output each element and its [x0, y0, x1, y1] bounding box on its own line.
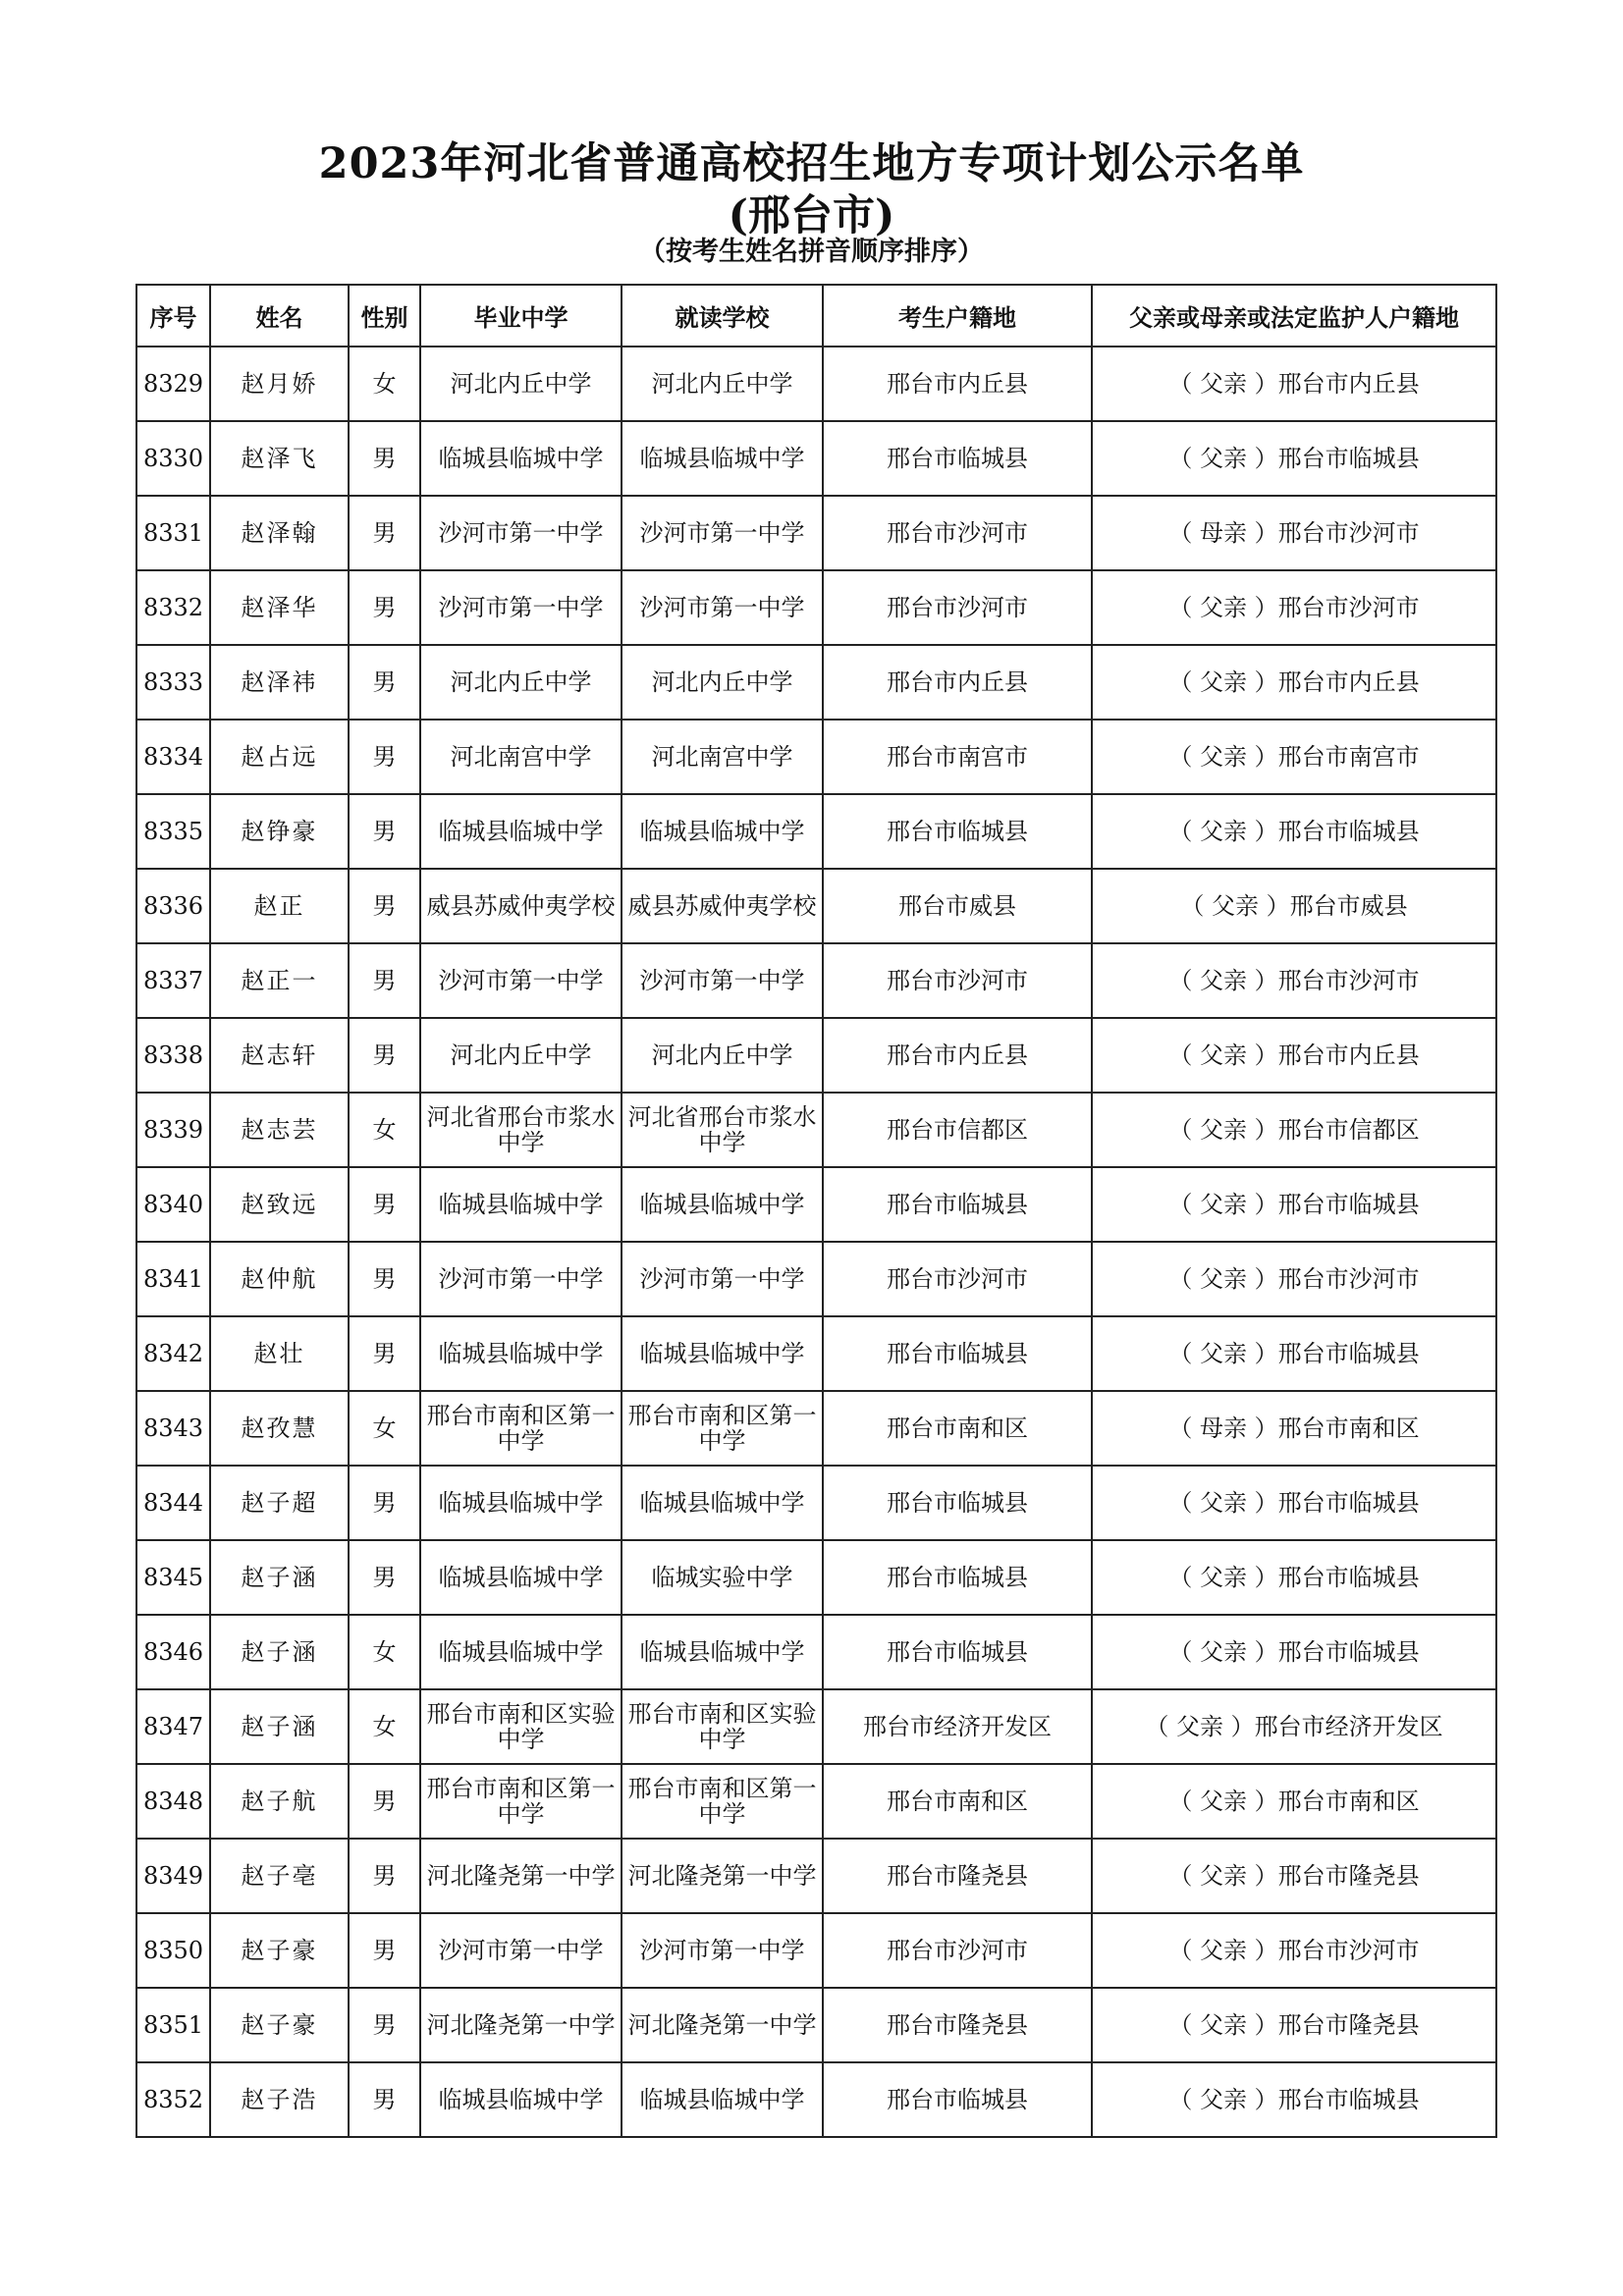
cell-gender: 男	[349, 1316, 420, 1391]
cell-gender: 男	[349, 2062, 420, 2137]
sort-note: （按考生姓名拼音顺序排序）	[639, 237, 984, 267]
cell-student-hukou: 邢台市临城县	[823, 1466, 1092, 1540]
table-row	[136, 1093, 1496, 1167]
cell-graduated-school: 沙河市第一中学	[420, 1913, 622, 1988]
cell-gender: 男	[349, 1540, 420, 1615]
cell-guardian-hukou: （ 父亲 ）邢台市临城县	[1092, 1316, 1496, 1391]
cell-seq: 8333	[136, 645, 210, 720]
table-row	[136, 869, 1496, 943]
header-graduated-school: 毕业中学	[420, 285, 622, 347]
cell-guardian-hukou: （ 父亲 ）邢台市临城县	[1092, 421, 1496, 496]
cell-student-hukou: 邢台市临城县	[823, 794, 1092, 869]
cell-student-hukou: 邢台市南和区	[823, 1764, 1092, 1839]
cell-student-hukou: 邢台市内丘县	[823, 1018, 1092, 1093]
cell-name: 赵壮	[210, 1316, 349, 1391]
cell-current-school: 河北隆尧第一中学	[622, 1839, 823, 1913]
cell-current-school: 沙河市第一中学	[622, 570, 823, 645]
cell-name: 赵铮豪	[210, 794, 349, 869]
cell-current-school: 临城县临城中学	[622, 794, 823, 869]
cell-graduated-school: 河北省邢台市浆水中学	[420, 1093, 622, 1167]
cell-name: 赵子航	[210, 1764, 349, 1839]
cell-student-hukou: 邢台市信都区	[823, 1093, 1092, 1167]
cell-student-hukou: 邢台市临城县	[823, 1167, 1092, 1242]
cell-gender: 男	[349, 1167, 420, 1242]
table-row	[136, 421, 1496, 496]
header-student-hukou: 考生户籍地	[823, 285, 1092, 347]
table-row	[136, 1839, 1496, 1913]
cell-guardian-hukou: （ 父亲 ）邢台市沙河市	[1092, 1913, 1496, 1988]
cell-gender: 男	[349, 1242, 420, 1316]
cell-gender: 男	[349, 720, 420, 794]
cell-name: 赵正一	[210, 943, 349, 1018]
cell-name: 赵子豪	[210, 1913, 349, 1988]
cell-graduated-school: 沙河市第一中学	[420, 496, 622, 570]
cell-seq: 8352	[136, 2062, 210, 2137]
cell-guardian-hukou: （ 父亲 ）邢台市隆尧县	[1092, 1988, 1496, 2062]
cell-seq: 8332	[136, 570, 210, 645]
cell-seq: 8343	[136, 1391, 210, 1466]
cell-seq: 8342	[136, 1316, 210, 1391]
cell-name: 赵孜慧	[210, 1391, 349, 1466]
cell-graduated-school: 邢台市南和区第一中学	[420, 1391, 622, 1466]
cell-guardian-hukou: （ 父亲 ）邢台市隆尧县	[1092, 1839, 1496, 1913]
cell-graduated-school: 临城县临城中学	[420, 1540, 622, 1615]
cell-student-hukou: 邢台市沙河市	[823, 496, 1092, 570]
cell-guardian-hukou: （ 母亲 ）邢台市沙河市	[1092, 496, 1496, 570]
table-row	[136, 1391, 1496, 1466]
cell-guardian-hukou: （ 父亲 ）邢台市内丘县	[1092, 1018, 1496, 1093]
header-name: 姓名	[210, 285, 349, 347]
cell-guardian-hukou: （ 父亲 ）邢台市内丘县	[1092, 645, 1496, 720]
table-row	[136, 943, 1496, 1018]
cell-graduated-school: 河北内丘中学	[420, 347, 622, 421]
cell-gender: 男	[349, 570, 420, 645]
cell-current-school: 临城县临城中学	[622, 1167, 823, 1242]
cell-name: 赵子浩	[210, 2062, 349, 2137]
cell-student-hukou: 邢台市临城县	[823, 1615, 1092, 1689]
cell-seq: 8337	[136, 943, 210, 1018]
cell-graduated-school: 临城县临城中学	[420, 1316, 622, 1391]
cell-gender: 男	[349, 1466, 420, 1540]
cell-seq: 8345	[136, 1540, 210, 1615]
page-title: 2023年河北省普通高校招生地方专项计划公示名单	[318, 139, 1305, 188]
cell-current-school: 沙河市第一中学	[622, 943, 823, 1018]
cell-current-school: 河北隆尧第一中学	[622, 1988, 823, 2062]
table-row	[136, 1689, 1496, 1764]
cell-graduated-school: 沙河市第一中学	[420, 1242, 622, 1316]
cell-graduated-school: 邢台市南和区第一中学	[420, 1764, 622, 1839]
cell-guardian-hukou: （ 父亲 ）邢台市信都区	[1092, 1093, 1496, 1167]
cell-name: 赵子涵	[210, 1689, 349, 1764]
cell-graduated-school: 河北内丘中学	[420, 1018, 622, 1093]
table-row	[136, 496, 1496, 570]
cell-name: 赵泽华	[210, 570, 349, 645]
table-row	[136, 1316, 1496, 1391]
cell-seq: 8349	[136, 1839, 210, 1913]
cell-gender: 男	[349, 496, 420, 570]
cell-guardian-hukou: （ 父亲 ）邢台市沙河市	[1092, 1242, 1496, 1316]
header-gender: 性别	[349, 285, 420, 347]
table-row	[136, 1988, 1496, 2062]
cell-current-school: 临城县临城中学	[622, 2062, 823, 2137]
cell-guardian-hukou: （ 父亲 ）邢台市内丘县	[1092, 347, 1496, 421]
cell-guardian-hukou: （ 母亲 ）邢台市南和区	[1092, 1391, 1496, 1466]
cell-name: 赵子亳	[210, 1839, 349, 1913]
cell-current-school: 临城实验中学	[622, 1540, 823, 1615]
cell-gender: 男	[349, 1018, 420, 1093]
cell-graduated-school: 邢台市南和区实验中学	[420, 1689, 622, 1764]
table-row	[136, 347, 1496, 421]
cell-student-hukou: 邢台市沙河市	[823, 1242, 1092, 1316]
cell-seq: 8344	[136, 1466, 210, 1540]
cell-student-hukou: 邢台市沙河市	[823, 570, 1092, 645]
cell-seq: 8338	[136, 1018, 210, 1093]
cell-seq: 8347	[136, 1689, 210, 1764]
cell-name: 赵子超	[210, 1466, 349, 1540]
admission-list-table	[135, 284, 1497, 2138]
cell-gender: 男	[349, 1988, 420, 2062]
cell-current-school: 临城县临城中学	[622, 1316, 823, 1391]
cell-seq: 8330	[136, 421, 210, 496]
cell-gender: 男	[349, 1764, 420, 1839]
cell-current-school: 沙河市第一中学	[622, 1242, 823, 1316]
cell-gender: 男	[349, 943, 420, 1018]
cell-graduated-school: 临城县临城中学	[420, 1466, 622, 1540]
cell-seq: 8340	[136, 1167, 210, 1242]
cell-gender: 女	[349, 347, 420, 421]
table-row	[136, 720, 1496, 794]
cell-guardian-hukou: （ 父亲 ）邢台市南宫市	[1092, 720, 1496, 794]
cell-current-school: 河北南宫中学	[622, 720, 823, 794]
table-row	[136, 1764, 1496, 1839]
cell-student-hukou: 邢台市威县	[823, 869, 1092, 943]
cell-student-hukou: 邢台市临城县	[823, 1316, 1092, 1391]
page-subtitle-city: (邢台市)	[728, 191, 895, 240]
cell-graduated-school: 临城县临城中学	[420, 421, 622, 496]
cell-name: 赵泽飞	[210, 421, 349, 496]
cell-student-hukou: 邢台市南宫市	[823, 720, 1092, 794]
cell-seq: 8336	[136, 869, 210, 943]
cell-seq: 8350	[136, 1913, 210, 1988]
cell-name: 赵占远	[210, 720, 349, 794]
cell-graduated-school: 河北隆尧第一中学	[420, 1839, 622, 1913]
cell-guardian-hukou: （ 父亲 ）邢台市沙河市	[1092, 943, 1496, 1018]
cell-student-hukou: 邢台市临城县	[823, 421, 1092, 496]
cell-guardian-hukou: （ 父亲 ）邢台市临城县	[1092, 794, 1496, 869]
cell-gender: 男	[349, 645, 420, 720]
header-seq: 序号	[136, 285, 210, 347]
table-row	[136, 2062, 1496, 2137]
cell-name: 赵泽祎	[210, 645, 349, 720]
cell-student-hukou: 邢台市临城县	[823, 1540, 1092, 1615]
cell-seq: 8335	[136, 794, 210, 869]
cell-guardian-hukou: （ 父亲 ）邢台市南和区	[1092, 1764, 1496, 1839]
table-row	[136, 794, 1496, 869]
cell-student-hukou: 邢台市内丘县	[823, 347, 1092, 421]
table-row	[136, 1466, 1496, 1540]
cell-gender: 女	[349, 1093, 420, 1167]
cell-student-hukou: 邢台市隆尧县	[823, 1988, 1092, 2062]
table-header-row	[136, 285, 1496, 347]
cell-current-school: 河北内丘中学	[622, 645, 823, 720]
cell-name: 赵子涵	[210, 1615, 349, 1689]
cell-student-hukou: 邢台市隆尧县	[823, 1839, 1092, 1913]
cell-gender: 男	[349, 794, 420, 869]
cell-seq: 8334	[136, 720, 210, 794]
table-row	[136, 1242, 1496, 1316]
table-row	[136, 1913, 1496, 1988]
cell-name: 赵正	[210, 869, 349, 943]
cell-seq: 8346	[136, 1615, 210, 1689]
cell-student-hukou: 邢台市经济开发区	[823, 1689, 1092, 1764]
cell-name: 赵泽翰	[210, 496, 349, 570]
cell-gender: 女	[349, 1615, 420, 1689]
cell-guardian-hukou: （ 父亲 ）邢台市临城县	[1092, 1466, 1496, 1540]
cell-name: 赵子涵	[210, 1540, 349, 1615]
cell-student-hukou: 邢台市沙河市	[823, 1913, 1092, 1988]
cell-guardian-hukou: （ 父亲 ）邢台市临城县	[1092, 1615, 1496, 1689]
cell-current-school: 临城县临城中学	[622, 421, 823, 496]
cell-current-school: 河北内丘中学	[622, 347, 823, 421]
cell-name: 赵子豪	[210, 1988, 349, 2062]
cell-current-school: 河北省邢台市浆水中学	[622, 1093, 823, 1167]
cell-graduated-school: 临城县临城中学	[420, 794, 622, 869]
cell-graduated-school: 临城县临城中学	[420, 2062, 622, 2137]
cell-graduated-school: 临城县临城中学	[420, 1615, 622, 1689]
cell-current-school: 临城县临城中学	[622, 1466, 823, 1540]
table-row	[136, 570, 1496, 645]
cell-current-school: 河北内丘中学	[622, 1018, 823, 1093]
cell-seq: 8329	[136, 347, 210, 421]
cell-seq: 8339	[136, 1093, 210, 1167]
cell-graduated-school: 威县苏威仲夷学校	[420, 869, 622, 943]
cell-graduated-school: 河北内丘中学	[420, 645, 622, 720]
cell-seq: 8351	[136, 1988, 210, 2062]
cell-graduated-school: 沙河市第一中学	[420, 943, 622, 1018]
cell-guardian-hukou: （ 父亲 ）邢台市沙河市	[1092, 570, 1496, 645]
header-guardian-hukou: 父亲或母亲或法定监护人户籍地	[1092, 285, 1496, 347]
cell-gender: 男	[349, 1839, 420, 1913]
cell-name: 赵仲航	[210, 1242, 349, 1316]
cell-student-hukou: 邢台市临城县	[823, 2062, 1092, 2137]
cell-gender: 男	[349, 869, 420, 943]
cell-name: 赵月娇	[210, 347, 349, 421]
cell-current-school: 威县苏威仲夷学校	[622, 869, 823, 943]
cell-gender: 女	[349, 1689, 420, 1764]
table-row	[136, 1018, 1496, 1093]
cell-current-school: 邢台市南和区实验中学	[622, 1689, 823, 1764]
cell-student-hukou: 邢台市沙河市	[823, 943, 1092, 1018]
cell-guardian-hukou: （ 父亲 ）邢台市威县	[1092, 869, 1496, 943]
cell-graduated-school: 河北南宫中学	[420, 720, 622, 794]
cell-graduated-school: 沙河市第一中学	[420, 570, 622, 645]
header-current-school: 就读学校	[622, 285, 823, 347]
cell-gender: 男	[349, 1913, 420, 1988]
cell-name: 赵志芸	[210, 1093, 349, 1167]
cell-seq: 8331	[136, 496, 210, 570]
cell-name: 赵志轩	[210, 1018, 349, 1093]
cell-current-school: 邢台市南和区第一中学	[622, 1764, 823, 1839]
cell-student-hukou: 邢台市南和区	[823, 1391, 1092, 1466]
cell-gender: 男	[349, 421, 420, 496]
cell-guardian-hukou: （ 父亲 ）邢台市临城县	[1092, 2062, 1496, 2137]
cell-graduated-school: 临城县临城中学	[420, 1167, 622, 1242]
cell-gender: 女	[349, 1391, 420, 1466]
table-row	[136, 1167, 1496, 1242]
cell-seq: 8341	[136, 1242, 210, 1316]
table-row	[136, 1615, 1496, 1689]
cell-name: 赵致远	[210, 1167, 349, 1242]
cell-seq: 8348	[136, 1764, 210, 1839]
cell-current-school: 沙河市第一中学	[622, 1913, 823, 1988]
cell-current-school: 沙河市第一中学	[622, 496, 823, 570]
table-row	[136, 645, 1496, 720]
cell-student-hukou: 邢台市内丘县	[823, 645, 1092, 720]
cell-current-school: 临城县临城中学	[622, 1615, 823, 1689]
cell-guardian-hukou: （ 父亲 ）邢台市临城县	[1092, 1167, 1496, 1242]
table-row	[136, 1540, 1496, 1615]
cell-current-school: 邢台市南和区第一中学	[622, 1391, 823, 1466]
cell-guardian-hukou: （ 父亲 ）邢台市临城县	[1092, 1540, 1496, 1615]
cell-graduated-school: 河北隆尧第一中学	[420, 1988, 622, 2062]
cell-guardian-hukou: （ 父亲 ）邢台市经济开发区	[1092, 1689, 1496, 1764]
